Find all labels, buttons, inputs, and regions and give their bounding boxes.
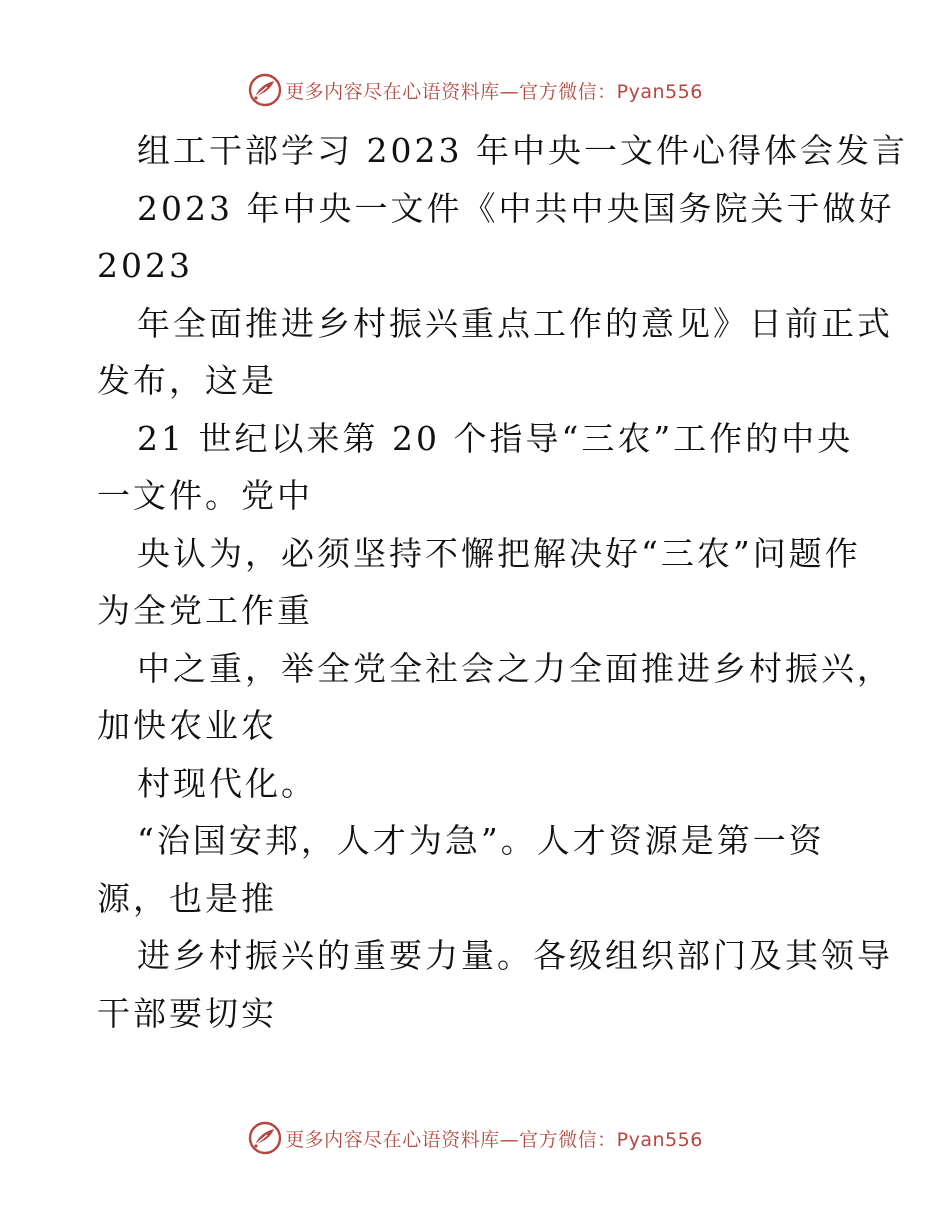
text-line: 2023 xyxy=(97,246,193,285)
pen-logo-icon xyxy=(247,72,283,108)
text-line: 源，也是推 xyxy=(97,878,277,918)
text-line: 21 世纪以来第 20 个指导“三农”工作的中央 xyxy=(137,418,854,458)
text-line: 年全面推进乡村振兴重点工作的意见》日前正式 xyxy=(137,303,893,343)
text-line: 2023 年中央一文件《中共中央国务院关于做好 xyxy=(137,188,895,228)
text-line: 中之重，举全党全社会之力全面推进乡村振兴， xyxy=(137,648,893,688)
header-banner xyxy=(0,70,950,110)
text-line: 干部要切实 xyxy=(97,993,277,1033)
text-line: 加快农业农 xyxy=(97,706,277,745)
banner-text: 更多内容尽在心语资料库—官方微信：Pyan556 xyxy=(285,80,703,103)
text-line: 进乡村振兴的重要力量。各级组织部门及其领导 xyxy=(137,936,893,975)
pen-logo-icon xyxy=(247,1120,283,1156)
text-line: 为全党工作重 xyxy=(97,591,313,630)
text-line: 一文件。党中 xyxy=(97,476,313,515)
document-body xyxy=(97,122,908,1042)
footer-banner xyxy=(0,1118,950,1158)
text-line: 村现代化。 xyxy=(137,763,317,803)
text-line: “治国安邦，人才为急”。人才资源是第一资 xyxy=(137,821,825,860)
banner-text: 更多内容尽在心语资料库—官方微信：Pyan556 xyxy=(285,1128,703,1151)
text-line: 发布，这是 xyxy=(97,361,277,400)
document-title: 组工干部学习 2023 年中央一文件心得体会发言 xyxy=(137,131,908,170)
text-line: 央认为，必须坚持不懈把解决好“三农”问题作 xyxy=(137,533,861,573)
